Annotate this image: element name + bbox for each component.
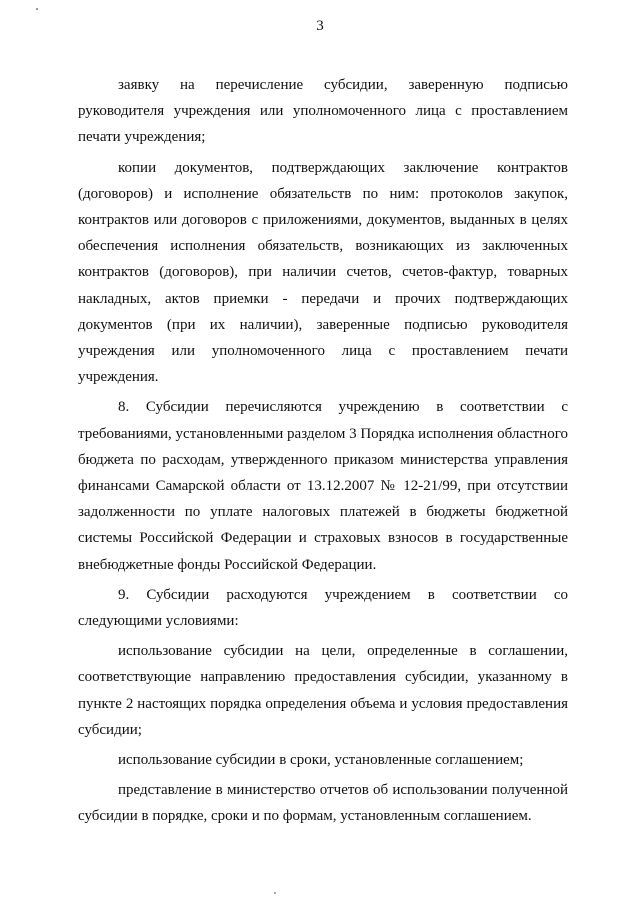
document-body [78, 72, 568, 830]
paragraph-document-copies: копии документов, подтверждающих заключение контрактов (договоров) и исполнение обязательств по ним: протоколов закупок, контрактов или договоров с приложениями, документов, выданных в целях обеспечения исполнения обязательств, возникающих из заключенных контрактов (договоров), при наличии счетов, счетов-фактур, товарных накладных, актов приемки - передачи и прочих подтверждающих документов (при их наличии), заверенные подписью руководителя учреждения или уполномоченного лица с проставлением печати учреждения. [78, 159, 568, 386]
scan-mark [36, 8, 38, 10]
page-number: 3 [316, 18, 324, 34]
scan-mark-bottom [274, 892, 276, 894]
paragraph-item-9: 9. Субсидии расходуются учреждением в соответствии со следующими условиями: [78, 586, 568, 630]
paragraph-application: заявку на перечисление субсидии, заверенную подписью руководителя учреждения или уполномоченного лица с проставлением печати учреждения; [78, 77, 568, 146]
paragraph-condition-purpose: использование субсидии на цели, определенные в соглашении, соответствующие направлению предоставления субсидии, указанному в пункте 2 настоящих порядка определения объема и условия предоставления субсидии; [78, 643, 568, 738]
paragraph-condition-reports: представление в министерство отчетов об использовании полученной субсидии в порядке, сроки и по формам, установленным соглашением. [78, 782, 568, 825]
paragraph-item-8: 8. Субсидии перечисляются учреждению в соответствии с требованиями, установленными разделом 3 Порядка исполнения областного бюджета по расходам, утвержденного приказом министерства управления финансами Самарской области от 13.12.2007 № 12-21/99, при отсутствии задолженности по уплате налоговых платежей в бюджеты бюджетной системы Российской Федерации и страховых взносов в государственные внебюджетные фонды Российской Федерации. [78, 399, 568, 573]
paragraph-condition-terms: использование субсидии в сроки, установленные соглашением; [118, 752, 524, 769]
